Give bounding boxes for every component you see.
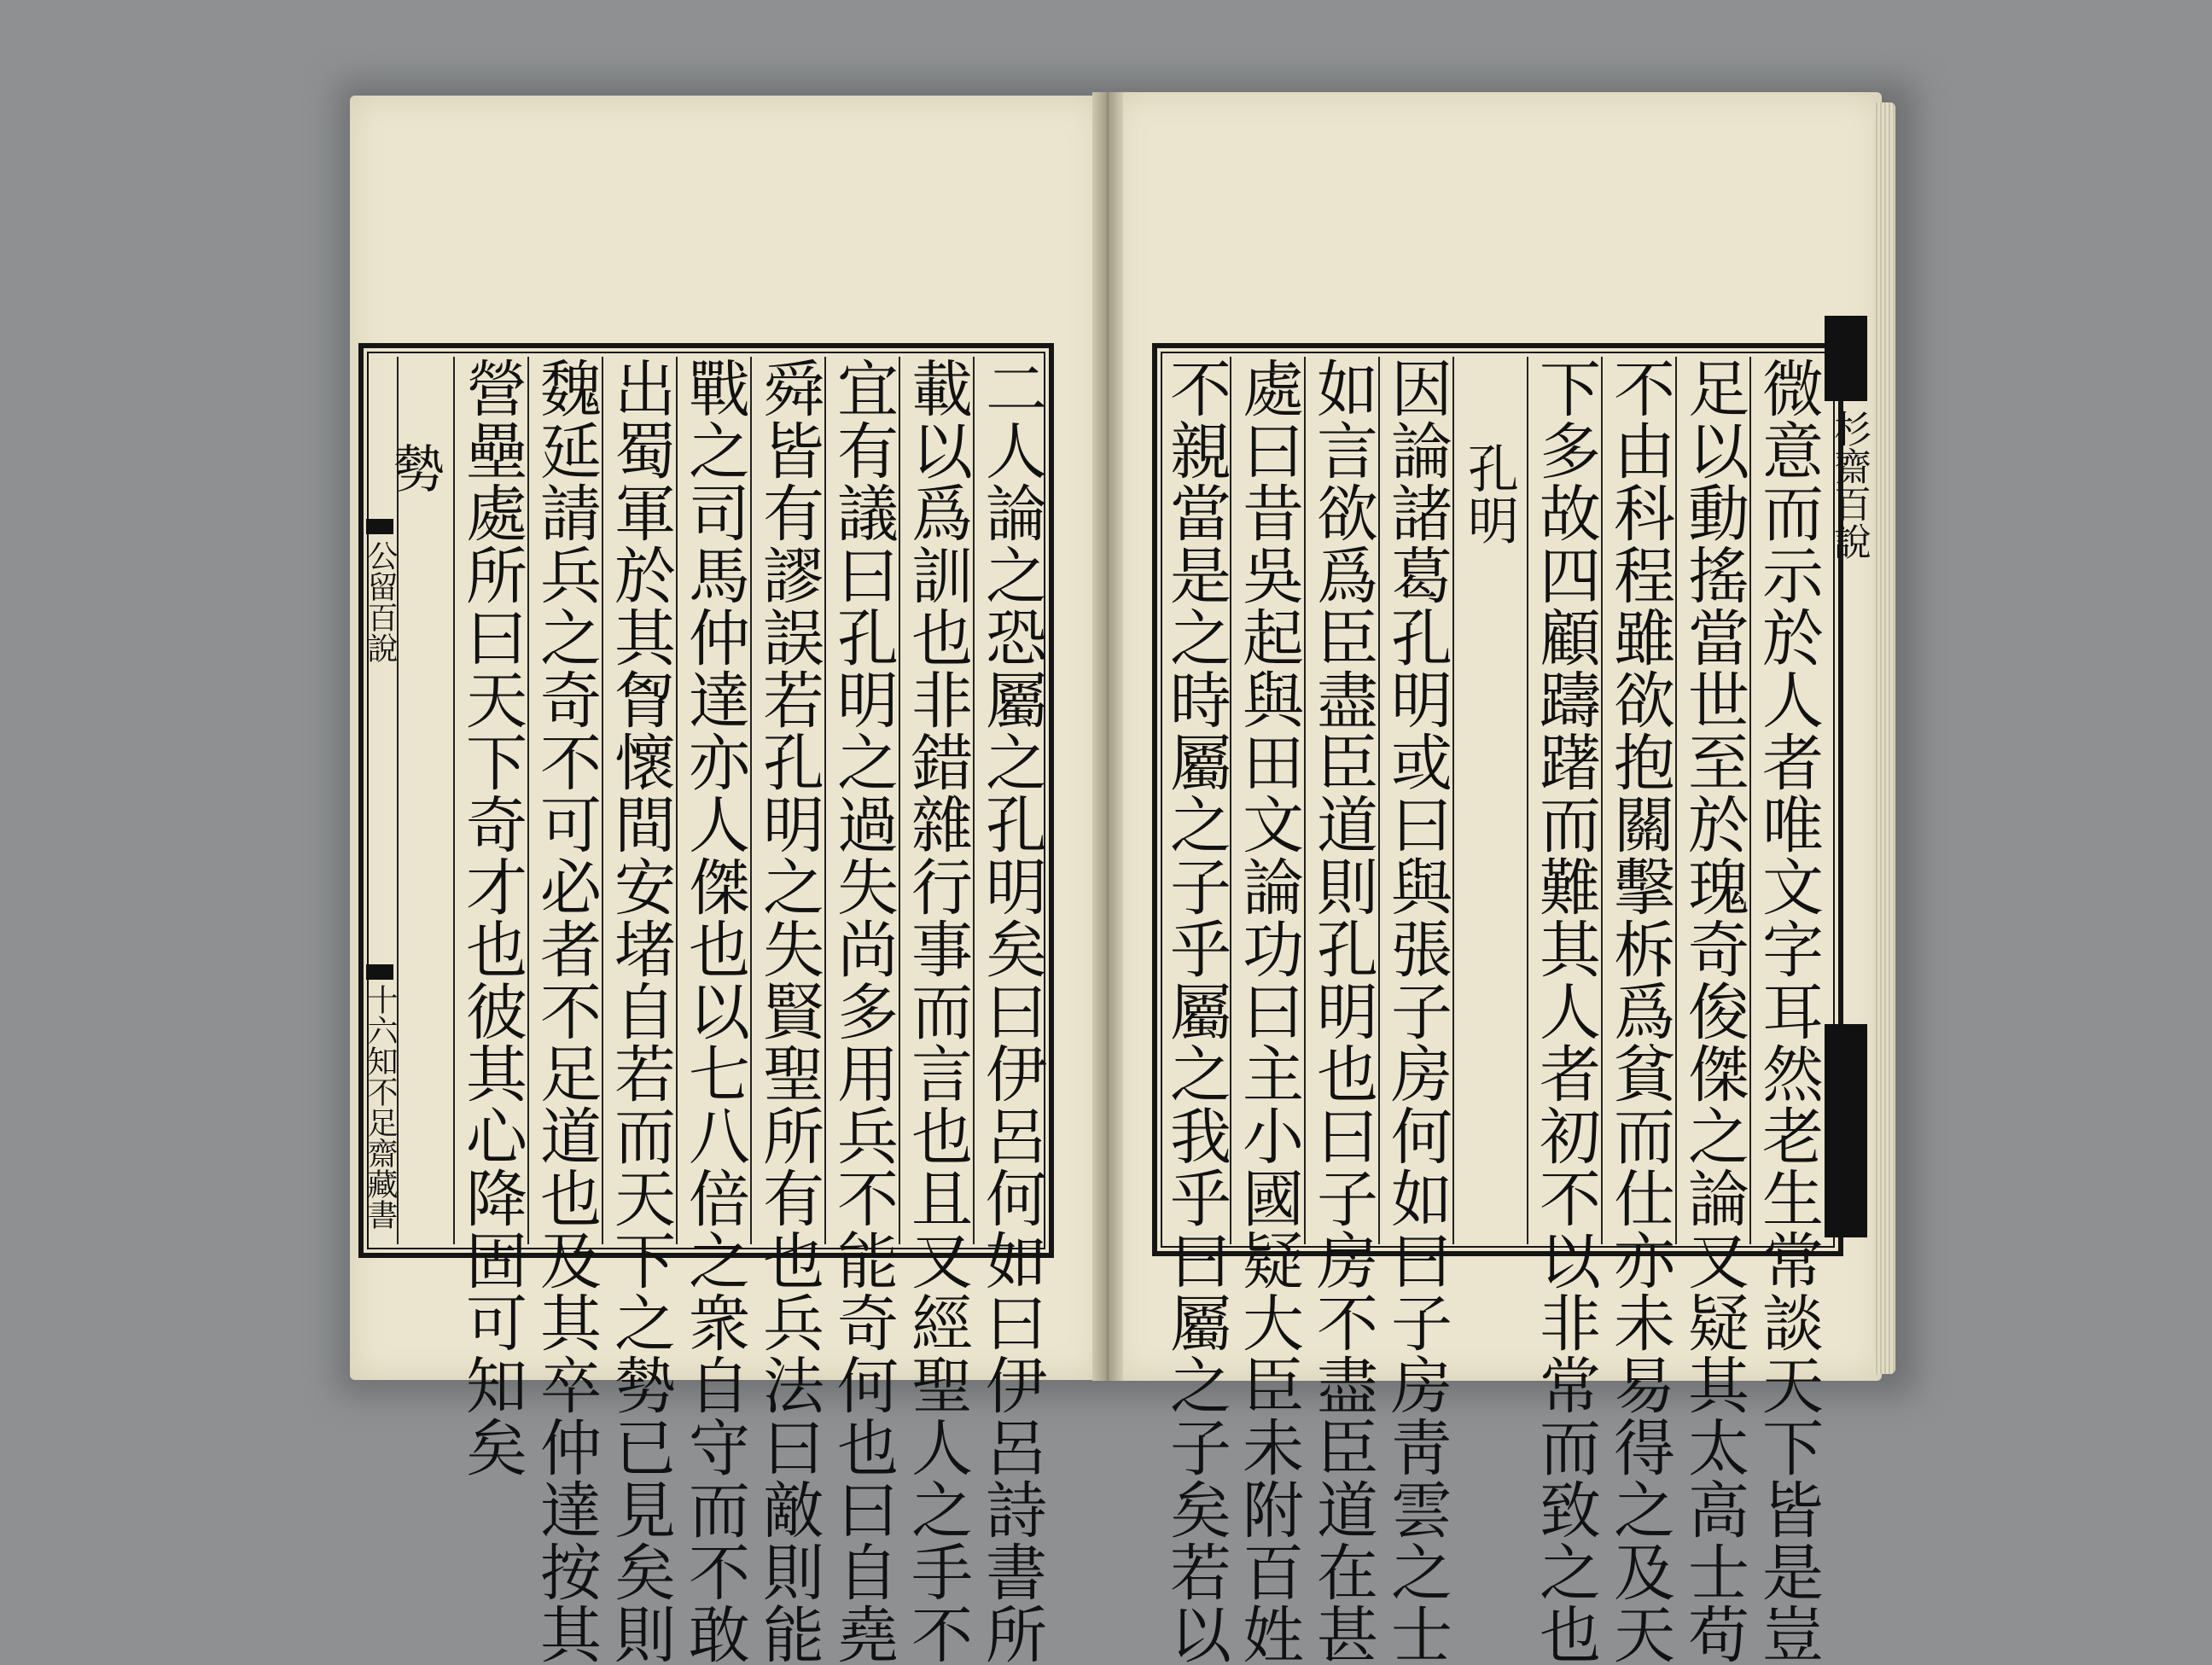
text-column: 不親當是之時屬之子乎屬之我乎曰屬之子矣若以 [1160,357,1231,1665]
left-margin-title: 公留百說 [363,540,398,663]
book-gutter [1092,92,1123,1381]
text-column: 足以動搖當世至於瑰奇俊傑之論又疑其太高士苟 [1675,357,1750,1244]
text-column: 處曰昔吳起與田文論功曰主小國疑大臣未附百姓 [1230,357,1305,1244]
fishtail-mark [1825,1024,1867,1237]
left-margin-footer: 十六知不足齋藏書 [363,984,398,1230]
text-column: 微意而示於人者唯文字耳然老生常談天下皆是豈 [1749,357,1825,1244]
text-column: 舜皆有謬誤若孔明之失賢聖所有也兵法曰敵則能 [750,357,825,1244]
text-column: 出蜀軍於其胷懷間安堵自若而天下之勢已見矣則 [602,357,677,1244]
text-column: 魏延請兵之奇不可必者不足道也及其卒仲達按其 [527,357,602,1244]
right-margin-title: 杉齋百說 [1827,410,1871,560]
section-heading: 孔明 [1452,357,1526,1244]
text-column: 二人論之恐屬之孔明矣曰伊呂何如曰伊呂詩書所 [973,357,1048,1244]
fishtail-mark [366,519,393,534]
text-column: 宜有議曰孔明之過失尚多用兵不能奇何也曰自堯 [824,357,899,1244]
text-column: 如言欲爲臣盡臣道則孔明也曰子房不盡臣道在甚 [1304,357,1379,1244]
fishtail-mark [366,964,393,980]
text-column: 因論諸葛孔明或曰與張子房何如曰子房靑雲之士 [1378,357,1453,1244]
page-edges [1873,102,1895,1374]
right-page-margin-strip [1825,316,1869,1255]
text-column: 下多故四顧躊躇而難其人者初不以非常而致之也 [1527,357,1602,1244]
fishtail-mark [1825,316,1867,401]
text-column: 戰之司馬仲達亦人傑也以七八倍之衆自守而不敢 [676,357,751,1244]
text-column: 營壘處所曰天下奇才也彼其心降固可知矣 [453,357,528,1244]
text-column: 不由科程雖欲抱關擊柝爲貧而仕亦未易得之及天 [1601,357,1676,1244]
text-column: 勢 [385,442,445,494]
text-column: 載以爲訓也非錯雜行事而言也且又經聖人之手不 [899,357,974,1244]
